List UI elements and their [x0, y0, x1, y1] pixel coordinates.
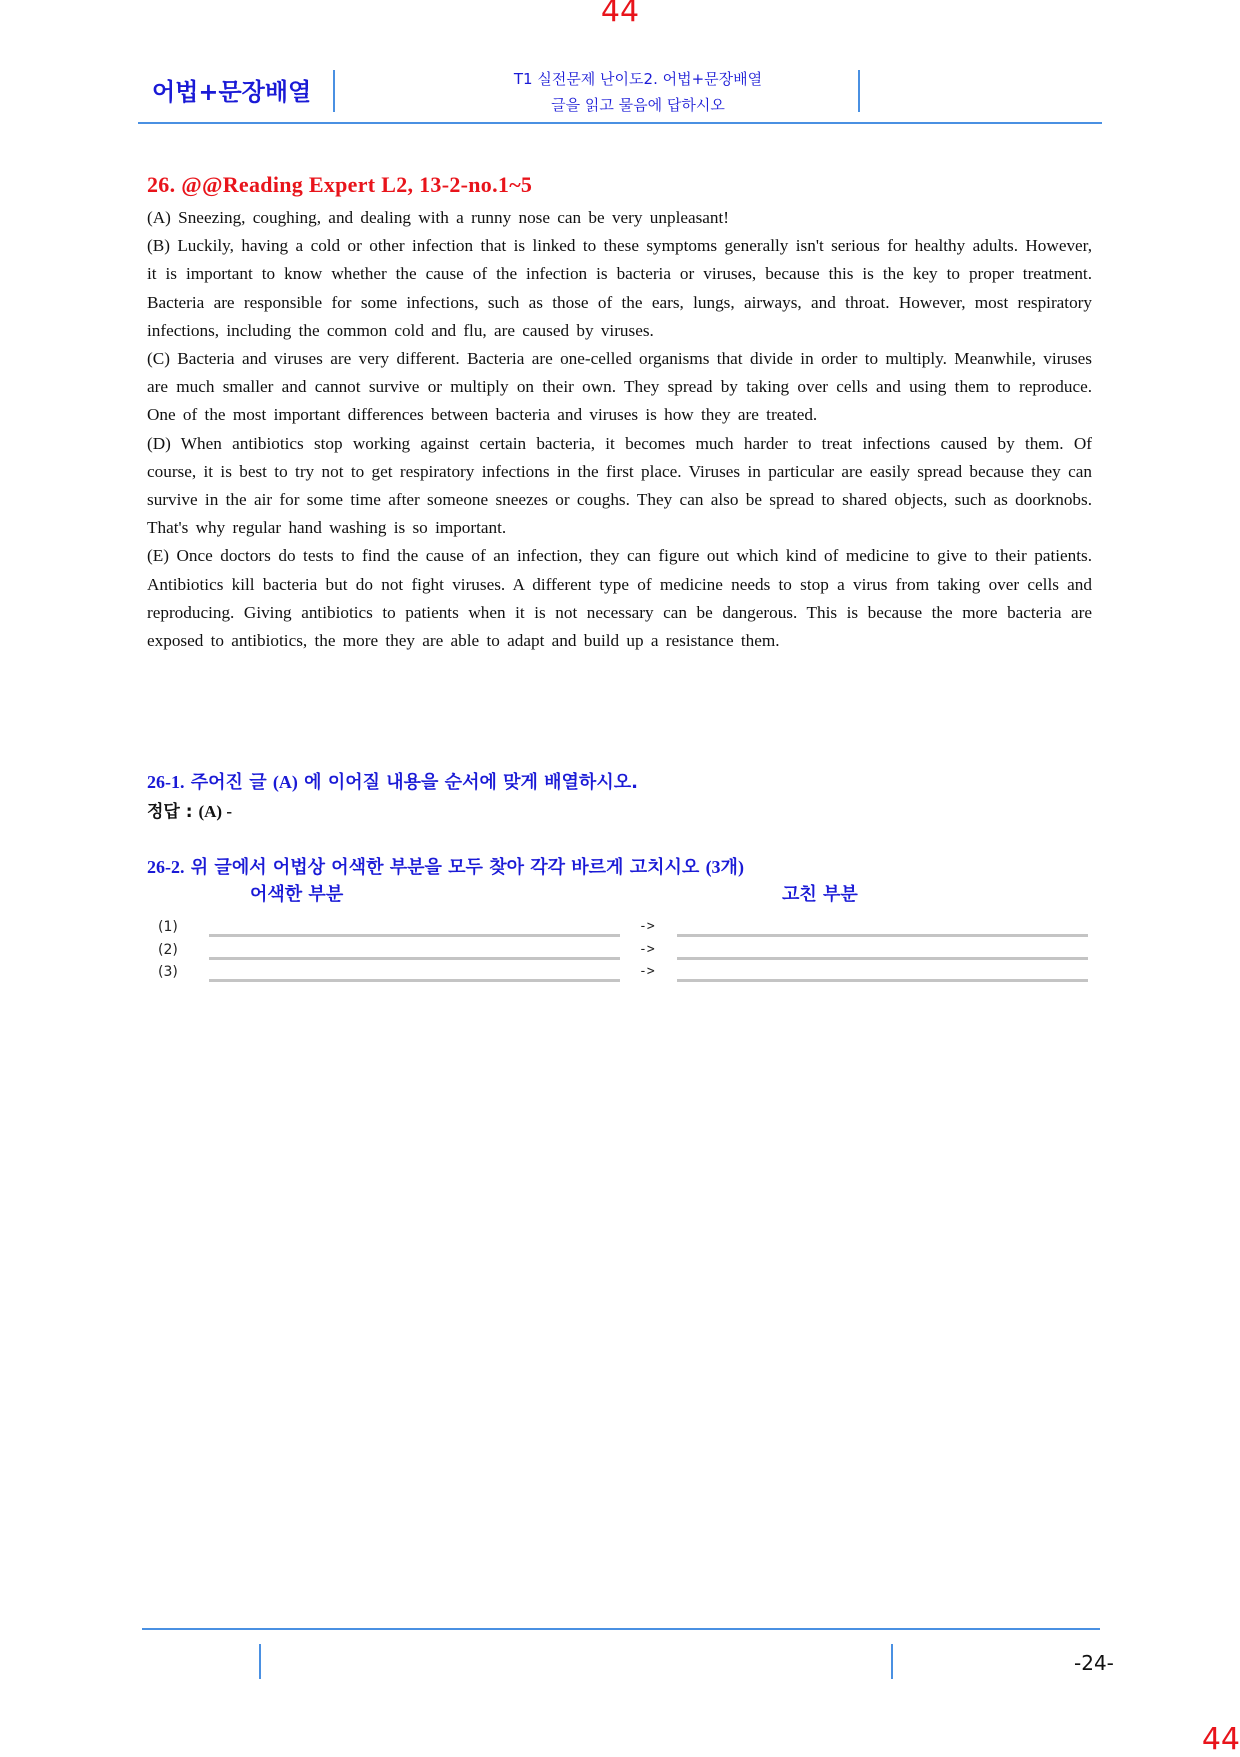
header-subtitle — [438, 66, 838, 118]
header-rule — [138, 122, 1102, 124]
sub-question-2-text: 위 글에서 어법상 어색한 부분을 모두 찾아 각각 바르게 고치시오 — [190, 857, 700, 878]
wrong-part-blank[interactable] — [209, 957, 620, 960]
corrected-part-blank[interactable] — [677, 979, 1088, 982]
footer-rule — [142, 1628, 1100, 1630]
sub-question-2 — [147, 853, 744, 879]
paragraph-a: (A) Sneezing, coughing, and dealing with a runny nose can be very unpleasant! — [147, 208, 730, 227]
sub-question-1-number: 26-1. — [147, 772, 185, 792]
wrong-part-blank[interactable] — [209, 979, 620, 982]
header-title: 어법+문장배열 — [152, 78, 312, 106]
arrow-icon: -> — [639, 942, 655, 957]
header-subtitle-line2: 글을 읽고 물음에 답하시오 — [551, 96, 725, 114]
footer-page-number: -24- — [1074, 1651, 1114, 1675]
sub-question-1-text: 주어진 글 — [190, 772, 267, 793]
corrected-part-blank[interactable] — [677, 934, 1088, 937]
row-number: (3) — [158, 964, 178, 980]
sub-question-1-ref: (A) — [272, 772, 298, 792]
answer-row — [158, 942, 1088, 962]
header-divider — [858, 70, 860, 112]
sub-question-1-text-after: 에 이어질 내용을 순서에 맞게 배열하시오. — [304, 772, 638, 793]
column-header-corrected: 고친 부분 — [782, 884, 858, 905]
answer-line[interactable] — [147, 797, 232, 822]
question-title: 26. @@Reading Expert L2, 13-2-no.1~5 — [147, 172, 533, 197]
sub-question-1 — [147, 768, 638, 794]
corrected-part-blank[interactable] — [677, 957, 1088, 960]
answer-value: (A) - — [198, 802, 232, 821]
sub-question-2-number: 26-2. — [147, 857, 185, 877]
paragraph-e: (E) Once doctors do tests to find the cause of an infection, they can figure out which kind of medicine to give to their patients. Antibiotics kill bacteria but do not fight viruses. A different type of medicine needs to stop a virus from taking over cells and reproducing. Giving antibiotics to patients when it is not necessary can be dangerous. This is because the more bacteria are exposed to antibiotics, the more they are able to adapt and build up a resistance them. — [147, 546, 1092, 651]
paragraph-c: (C) Bacteria and viruses are very different. Bacteria are one-celled organisms that divide in order to multiply. Meanwhile, viruses are much smaller and cannot survive or multiply on their own. They spread by taking over cells and using them to reproduce. One of the most important differences between bacteria and viruses is how they are treated. — [147, 349, 1092, 425]
page-header — [138, 58, 1102, 124]
page-number-top: 44 — [600, 0, 640, 29]
arrow-icon: -> — [639, 919, 655, 934]
paragraph-b: (B) Luckily, having a cold or other infection that is linked to these symptoms generally isn't serious for healthy adults. However, it is important to know whether the cause of the infection is bacteria or viruses, because this is the key to proper treatment. Bacteria are responsible for some infections, such as those of the ears, lungs, airways, and throat. However, most respiratory infections, including the common cold and flu, are caused by viruses. — [147, 236, 1092, 340]
row-number: (1) — [158, 919, 178, 935]
page-number-bottom: 44 — [1201, 1722, 1240, 1757]
header-subtitle-line1: T1 실전문제 난이도2. 어법+문장배열 — [513, 70, 763, 88]
paragraph-d: (D) When antibiotics stop working against certain bacteria, it becomes much harder to treat infections caused by them. Of course, it is best to try not to get respiratory infections in the first place. Viruses in particular are easily spread because they can survive in the air for some time after someone sneezes or coughs. They can also be spread to shared objects, such as doorknobs. That's why regular hand washing is so important. — [147, 433, 1092, 538]
column-header-wrong: 어색한 부분 — [250, 884, 344, 905]
footer-divider — [891, 1644, 893, 1679]
answer-row — [158, 964, 1088, 984]
row-number: (2) — [158, 942, 178, 958]
arrow-icon: -> — [639, 964, 655, 979]
footer-divider — [259, 1644, 261, 1679]
wrong-part-blank[interactable] — [209, 934, 620, 937]
answer-row — [158, 919, 1088, 939]
header-divider — [333, 70, 335, 112]
question-body — [147, 172, 1092, 655]
sub-question-2-count: (3개) — [705, 857, 744, 877]
answer-label: 정답 : — [147, 802, 193, 822]
